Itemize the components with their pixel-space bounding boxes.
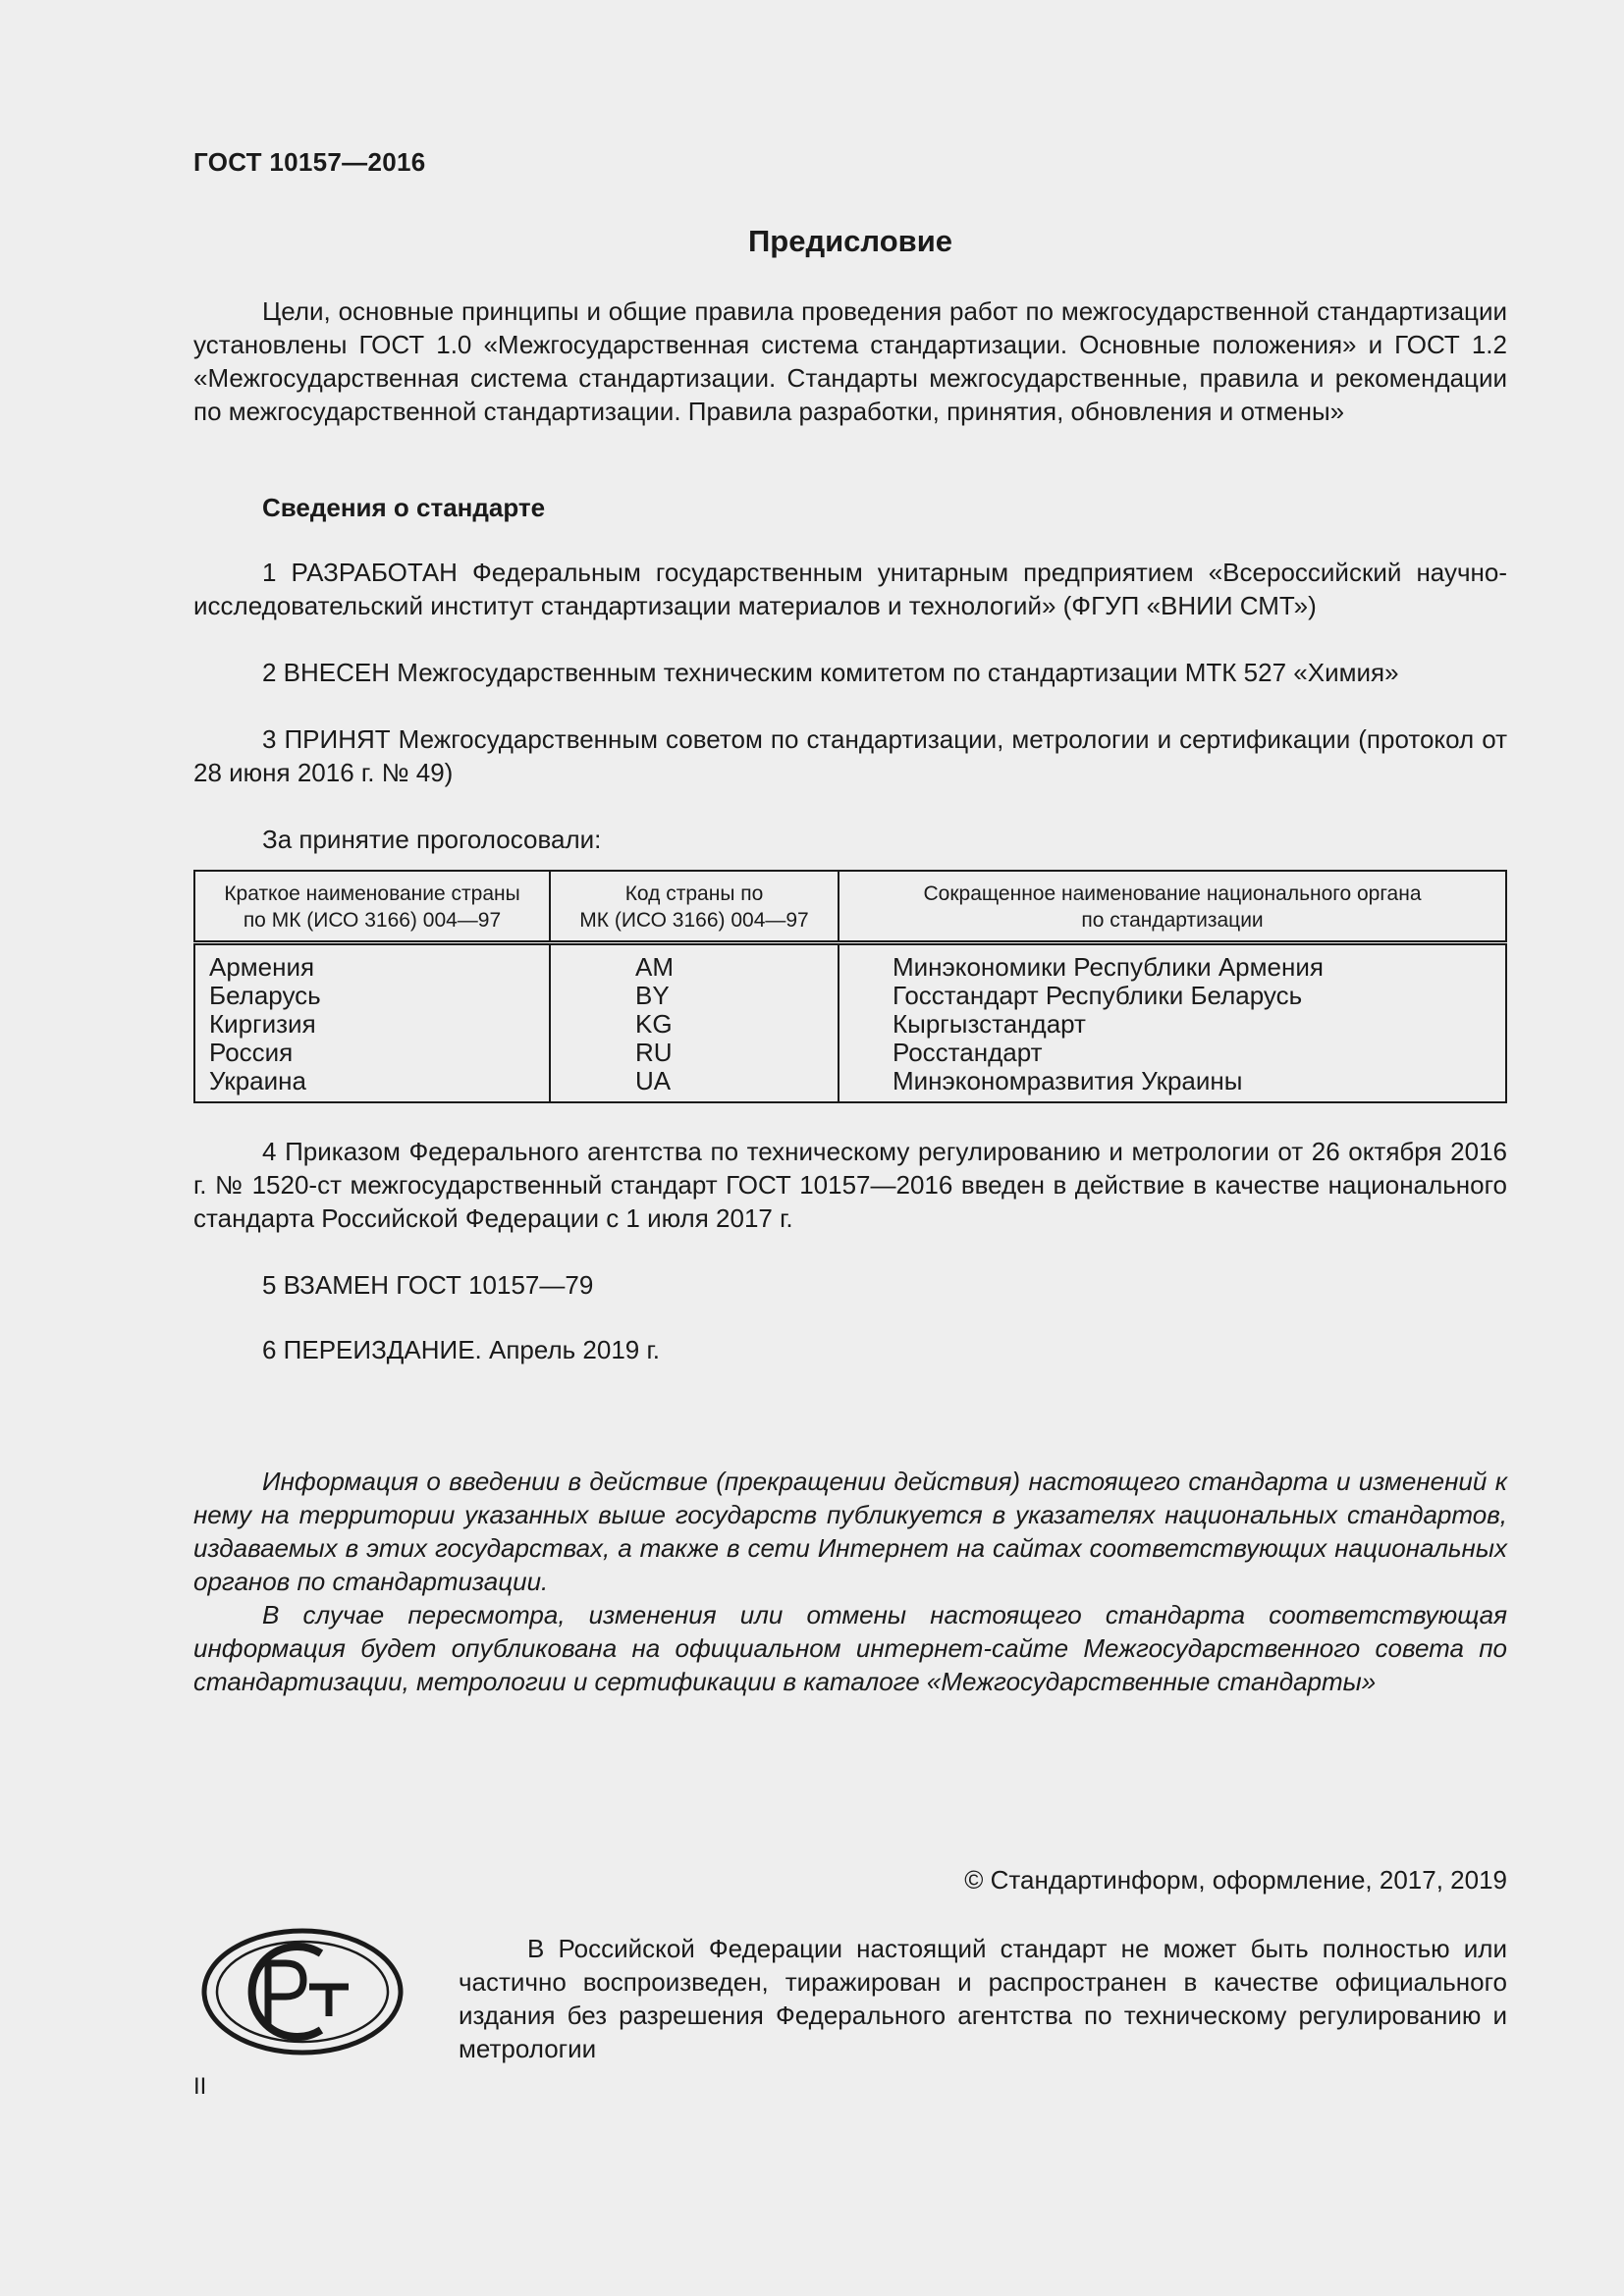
table-cell-body: Минэкономики Республики Армения — [893, 952, 1324, 982]
reproduction-notice: В Российской Федерации настоящий стандарт не может быть полностью или частично воспроизведен, тиражирован и распространен в качестве официального издания без разрешения Федерального агентства по техническому регулированию и метрологии — [459, 1934, 1507, 2063]
voting-countries-table — [193, 870, 1507, 1103]
code-column — [550, 943, 839, 1103]
table-cell-code: UA — [635, 1066, 672, 1095]
table-cell-country: Киргизия — [209, 1009, 316, 1039]
table-cell-country: Армения — [209, 952, 315, 982]
table-cell-body: Росстандарт — [893, 1038, 1043, 1067]
info-paragraph-1: Информация о введении в действие (прекращении действия) настоящего стандарта и изменений к нему на территории указанных выше государств публикуется в указателях национальных стандартов, издаваемых в этих государствах, а также в сети Интернет на сайтах соответствующих национальных органов по стандартизации. — [193, 1467, 1507, 1596]
item-5-replaces: 5 ВЗАМЕН ГОСТ 10157—79 — [262, 1270, 594, 1300]
table-cell-code: KG — [635, 1009, 673, 1039]
copyright-notice: © Стандартинформ, оформление, 2017, 2019 — [964, 1865, 1507, 1895]
page-number: II — [193, 2073, 207, 2100]
table-cell-body: Госстандарт Республики Беларусь — [893, 981, 1303, 1010]
section-heading: Сведения о стандарте — [262, 493, 546, 522]
table-header-country: Краткое наименование страны по МК (ИСО 3166) 004—97 — [194, 871, 550, 943]
item-1-developed: 1 РАЗРАБОТАН Федеральным государственным унитарным предприятием «Всероссийский научно-исследовательский институт стандартизации материалов и технологий» (ФГУП «ВНИИ СМТ») — [193, 558, 1507, 620]
table-cell-country: Россия — [209, 1038, 294, 1067]
country-column — [194, 943, 550, 1103]
table-cell-code: BY — [635, 981, 670, 1010]
item-6-reissue: 6 ПЕРЕИЗДАНИЕ. Апрель 2019 г. — [262, 1335, 661, 1364]
table-cell-code: RU — [635, 1038, 673, 1067]
document-number: ГОСТ 10157—2016 — [193, 147, 426, 177]
body-column — [839, 943, 1506, 1103]
table-cell-country: Беларусь — [209, 981, 321, 1010]
table-cell-code: AM — [635, 952, 674, 982]
info-paragraph-2: В случае пересмотра, изменения или отмены настоящего стандарта соответствующая информация будет опубликована на официальном интернет-сайте Межгосударственного совета по стандартизации, метрологии и сертификации в каталоге «Межгосударственные стандарты» — [193, 1600, 1507, 1696]
table-header-code: Код страны по МК (ИСО 3166) 004—97 — [550, 871, 839, 943]
table-cell-body: Минэкономразвития Украины — [893, 1066, 1243, 1095]
table-cell-country: Украина — [209, 1066, 306, 1095]
table-cell-body: Кыргызстандарт — [893, 1009, 1086, 1039]
table-header-row — [194, 871, 1506, 943]
table-body-row — [194, 943, 1506, 1103]
item-3-adopted: 3 ПРИНЯТ Межгосударственным советом по стандартизации, метрологии и сертификации (протокол от 28 июня 2016 г. № 49) — [193, 724, 1507, 787]
table-header-body: Сокращенное наименование национального органа по стандартизации — [839, 871, 1506, 943]
item-2-submitted: 2 ВНЕСЕН Межгосударственным техническим комитетом по стандартизации МТК 527 «Химия» — [262, 658, 1399, 687]
voted-label: За принятие проголосовали: — [262, 825, 602, 854]
rst-certification-mark-icon — [199, 1926, 406, 2058]
page-title: Предисловие — [747, 224, 952, 258]
item-4-order: 4 Приказом Федерального агентства по техническому регулированию и метрологии от 26 октября 2016 г. № 1520-ст межгосударственный стандарт ГОСТ 10157—2016 введен в действие в качестве национального стандарта Российской Федерации с 1 июля 2017 г. — [193, 1137, 1507, 1233]
intro-paragraph: Цели, основные принципы и общие правила проведения работ по межгосударственной стандартизации установлены ГОСТ 1.0 «Межгосударственная система стандартизации. Основные положения» и ГОСТ 1.2 «Межгосударственная система стандартизации. Стандарты межгосударственные, правила и рекомендации по межгосударственной стандартизации. Правила разработки, принятия, обновления и отмены» — [193, 296, 1507, 426]
